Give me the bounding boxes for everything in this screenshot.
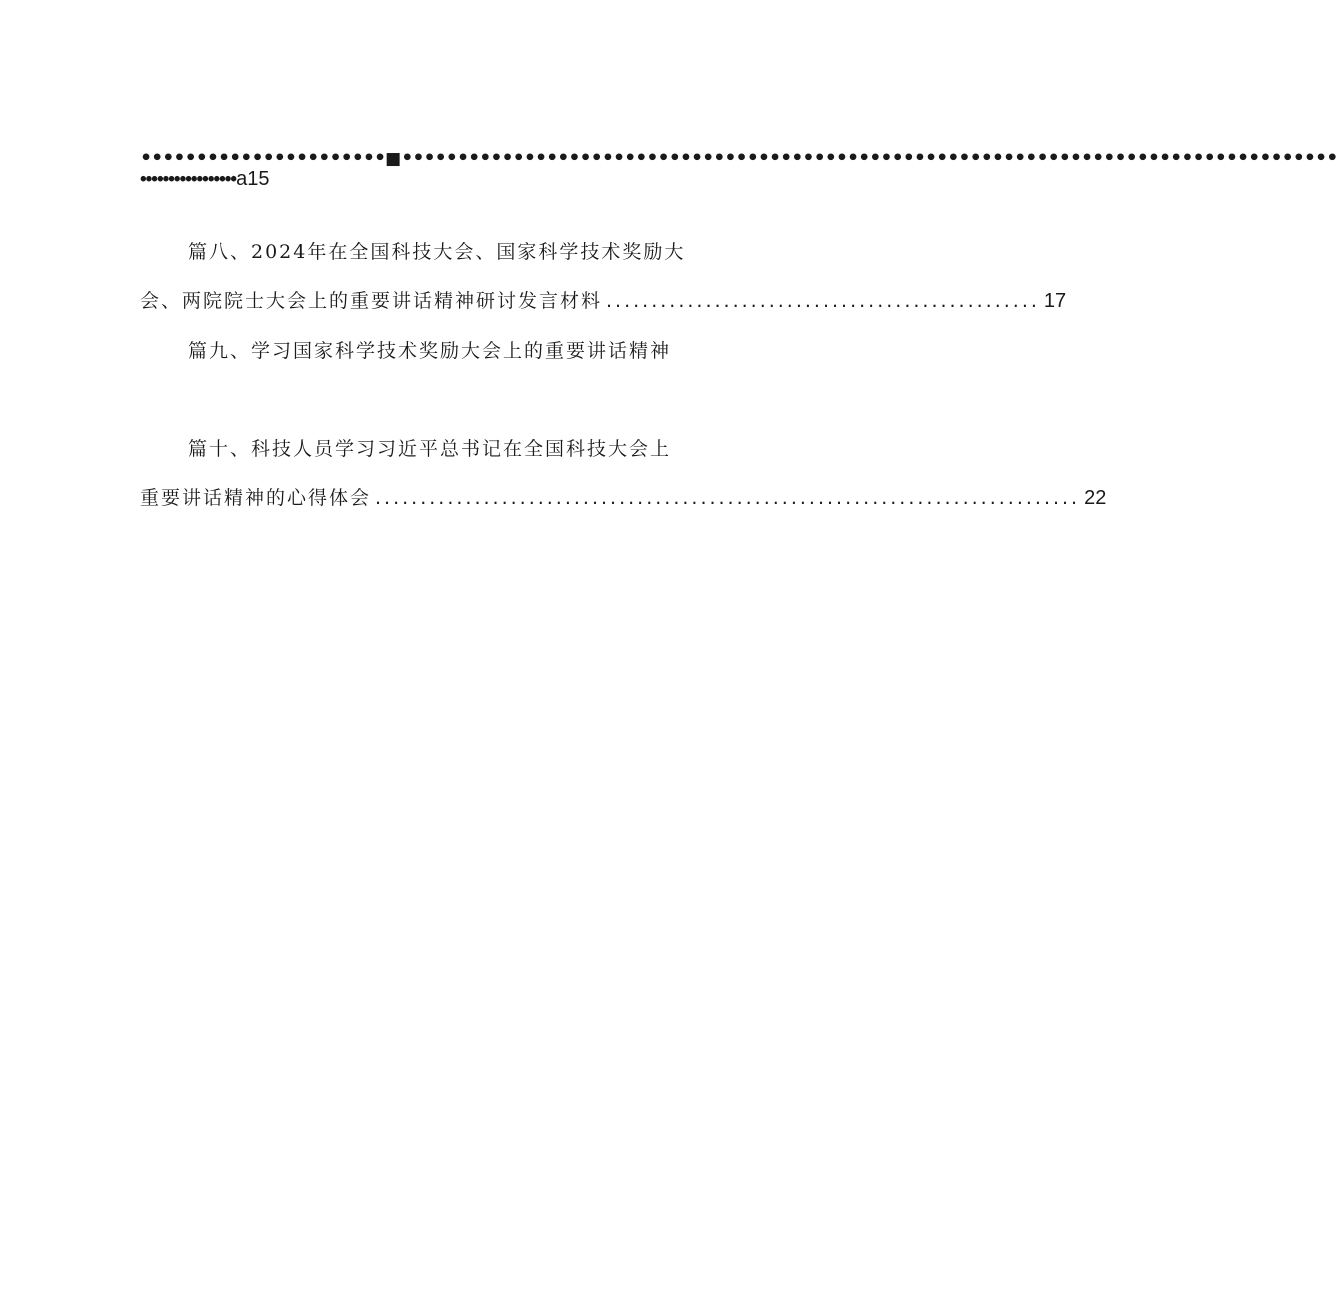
toc-line-2 [140,167,269,192]
toc-entry-10-line-2[interactable] [140,486,1107,510]
toc-entry-8-leader: ................................................ [606,290,1040,312]
toc-entry-9-line-1[interactable]: 篇九、学习国家科学技术奖励大会上的重要讲话精神 [188,340,672,362]
toc-entry-10-leader: .............................................................................. [375,487,1081,509]
toc-entry-8-line-1[interactable]: 篇八、2024年在全国科技大会、国家科学技术奖励大 [188,241,686,263]
leader-dots: ••••••••••••••••• [140,169,237,190]
toc-entry-8-line-2[interactable] [140,289,1067,313]
toc-entry-8-text: 会、两院院士大会上的重要讲话精神研讨发言材料 [140,290,603,312]
toc-entry-10-line-1[interactable]: 篇十、科技人员学习习近平总书记在全国科技大会上 [188,438,672,460]
toc-entry-10-text: 重要讲话精神的心得体会 [140,487,372,509]
toc-entry-8-page: 17 [1043,290,1067,312]
marker-square: ■ [385,149,402,169]
page-number: a15 [236,168,270,190]
leader-dots-left: •••••••••••••••••••••• [140,147,386,169]
leader-dots-right: •••••••••••••••••••••••••••••••••••••••••••••••••••••••••••••••••••••••••••••••••••• [401,147,1337,169]
toc-entry-10-page: 22 [1084,487,1107,509]
